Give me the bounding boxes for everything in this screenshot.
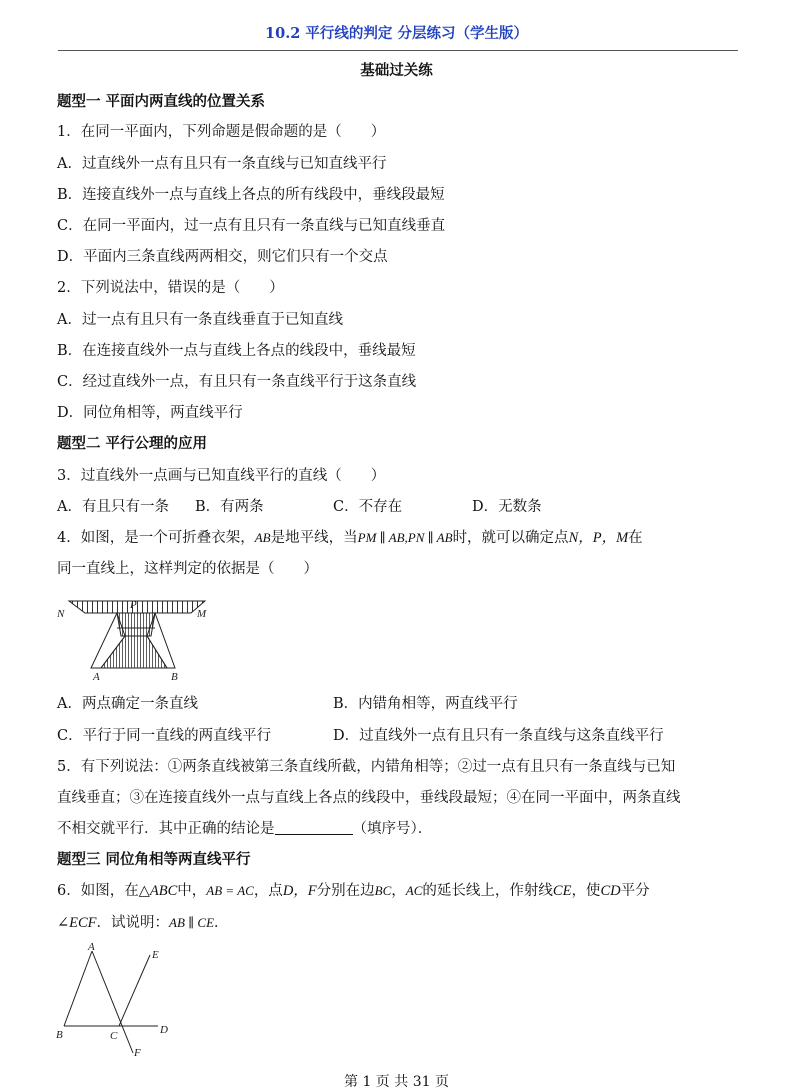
q5-line1: 5．有下列说法：①两条直线被第三条直线所截，内错角相等；②过一点有且只有一条直线与已知	[57, 759, 676, 775]
q4-condition: PM ∥ AB,PN ∥ AB	[357, 530, 453, 545]
q5-line2: 直线垂直；③在连接直线外一点与直线上各点的线段中，垂线段最短；④在同一平面中，两条直线	[57, 790, 681, 806]
q6-abc: ABC	[149, 883, 178, 899]
q6-goal: AB ∥ CE	[169, 915, 215, 930]
q5-line3-post: （填序号）．	[352, 821, 433, 837]
q2-option-c: C．经过直线外一点，有且只有一条直线平行于这条直线	[57, 374, 417, 390]
q4-stem-pre: 4．如图，是一个可折叠衣架，	[57, 530, 255, 546]
q2-stem: 2．下列说法中，错误的是（ ）	[57, 280, 284, 296]
q6-line2-mid: ．试说明：	[96, 915, 170, 931]
q6-t2: ，点	[253, 883, 283, 899]
figure-label-p: P	[130, 599, 137, 611]
tri-label-b: B	[56, 1029, 63, 1041]
q6-line2-end: ．	[214, 915, 229, 931]
q6-line2	[57, 913, 229, 933]
tri-label-e: E	[152, 949, 159, 961]
q5-line3-pre: 不相交就平行．其中正确的结论是	[57, 821, 275, 837]
q4-stem-line2: 同一直线上，这样判定的依据是（ ）	[57, 561, 318, 577]
q3-option-d: D．无数条	[472, 499, 542, 515]
q6-df: D，F	[282, 883, 317, 899]
q1-option-d: D．平面内三条直线两两相交，则它们只有一个交点	[57, 249, 388, 265]
section-title: 基础过关练	[360, 62, 433, 79]
hanger-base	[101, 636, 167, 668]
topic-3-heading: 题型三 同位角相等两直线平行	[57, 851, 251, 868]
q2-option-b: B．在连接直线外一点与直线上各点的线段中，垂线最短	[57, 343, 416, 359]
figure-label-b: B	[171, 671, 178, 683]
q6-ce: CE	[552, 883, 572, 899]
ray-ce	[119, 955, 150, 1026]
tri-label-d: D	[160, 1024, 168, 1036]
topic-1-heading: 题型一 平面内两直线的位置关系	[57, 93, 266, 110]
q4-stem-line1	[57, 528, 643, 548]
tri-label-f: F	[134, 1047, 141, 1059]
q1-stem: 1．在同一平面内，下列命题是假命题的是（ ）	[57, 124, 386, 140]
q6-t6: ，使	[571, 883, 601, 899]
segment-ab	[64, 951, 92, 1026]
q6-cd: CD	[600, 883, 621, 899]
q6-bc: BC	[374, 883, 392, 898]
q6-t3: 分别在边	[316, 883, 375, 899]
q3-option-c: C．不存在	[333, 499, 403, 515]
q4-option-b: B．内错角相等，两直线平行	[333, 696, 518, 712]
q6-eq: AB = AC	[206, 883, 254, 898]
q3-option-b: B．有两条	[195, 499, 264, 515]
q1-option-b: B．连接直线外一点与直线上各点的所有线段中，垂线段最短	[57, 187, 445, 203]
q6-line1	[57, 881, 650, 901]
q4-ab: AB	[254, 530, 271, 545]
q5-answer-blank[interactable]	[275, 820, 353, 835]
q4-option-d: D．过直线外一点有且只有一条直线与这条直线平行	[333, 728, 664, 744]
q6-t7: 平分	[620, 883, 650, 899]
folding-hanger-figure	[55, 596, 225, 686]
q4-stem-end: 在	[628, 530, 643, 546]
header-divider	[58, 50, 738, 51]
hanger-top-bar	[69, 601, 205, 613]
q6-t1: 中，	[177, 883, 207, 899]
figure-label-m: M	[197, 608, 207, 620]
q6-angle: ∠ECF	[57, 915, 97, 931]
q6-pre: 6．如图，在△	[57, 883, 150, 899]
q3-option-a: A．有且只有一条	[57, 499, 169, 515]
triangle-figure	[50, 938, 180, 1063]
hanger-inner-box	[117, 613, 155, 636]
q6-t4: ，	[391, 883, 406, 899]
tri-label-a: A	[88, 941, 95, 953]
q2-option-d: D．同位角相等，两直线平行	[57, 405, 243, 421]
figure-label-a: A	[93, 671, 100, 683]
q2-option-a: A．过一点有且只有一条直线垂直于已知直线	[57, 312, 343, 328]
page-footer: 第 1 页 共 31 页	[344, 1074, 449, 1090]
page-header-title: 10.2 平行线的判定 分层练习（学生版）	[265, 25, 528, 42]
q4-stem-mid: 是地平线，当	[270, 530, 358, 546]
q1-option-c: C．在同一平面内，过一点有且只有一条直线与已知直线垂直	[57, 218, 446, 234]
q3-stem: 3．过直线外一点画与已知直线平行的直线（ ）	[57, 468, 386, 484]
q4-stem-post: 时，就可以确定点	[452, 530, 569, 546]
q6-ac: AC	[405, 883, 423, 898]
topic-2-heading: 题型二 平行公理的应用	[57, 435, 208, 452]
q4-option-a: A．两点确定一条直线	[57, 696, 198, 712]
q5-line3	[57, 819, 432, 839]
figure-label-n: N	[57, 608, 65, 620]
q4-points: N，P，M	[568, 530, 629, 546]
q6-t5: 的延长线上，作射线	[422, 883, 553, 899]
q4-option-c: C．平行于同一直线的两直线平行	[57, 728, 272, 744]
q1-option-a: A．过直线外一点有且只有一条直线与已知直线平行	[57, 156, 387, 172]
tri-label-c: C	[110, 1030, 118, 1042]
